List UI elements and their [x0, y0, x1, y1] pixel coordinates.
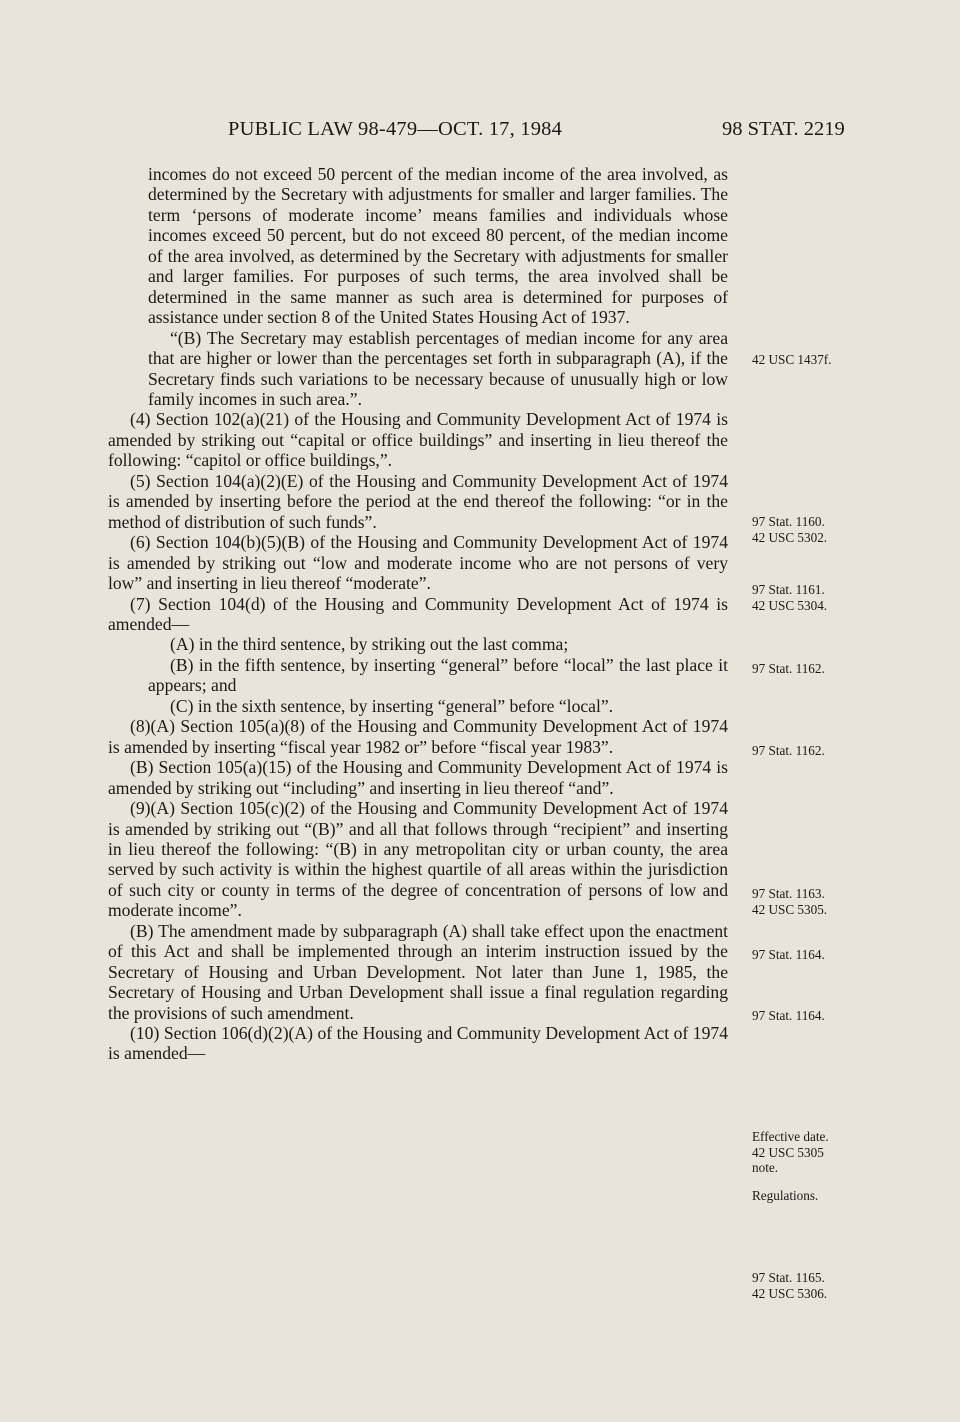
paragraph-5: (5) Section 104(a)(2)(E) of the Housing and Community Development Act of 1974 is amended by inserting before the period at the end thereof the following: “or in the method of distribution of such funds”. [108, 470, 728, 532]
paragraph-7-c: (C) in the sixth sentence, by inserting “general” before “local”. [170, 695, 614, 716]
margin-note [752, 661, 862, 677]
margin-note [752, 1008, 862, 1024]
margin-note-line: 97 Stat. 1162. [752, 661, 825, 676]
margin-note-line: 42 USC 1437f. [752, 352, 832, 367]
margin-note [752, 947, 862, 963]
margin-note [752, 1270, 862, 1301]
paragraph-4: (4) Section 102(a)(21) of the Housing and Community Development Act of 1974 is amended by striking out “capital or office buildings” and inserting in lieu thereof the following: “capitol or office buildings,”. [108, 409, 728, 471]
paragraph-7: (7) Section 104(d) of the Housing and Community Development Act of 1974 is amended— [108, 593, 728, 634]
paragraph-6: (6) Section 104(b)(5)(B) of the Housing and Community Development Act of 1974 is amended by striking out “low and moderate income who are not persons of very low” and inserting in lieu thereof “moderate”. [108, 532, 728, 594]
paragraph-8-a: (8)(A) Section 105(a)(8) of the Housing and Community Development Act of 1974 is amended by inserting “fiscal year 1982 or” before “fiscal year 1983”. [108, 716, 728, 757]
margin-note [752, 886, 862, 917]
margin-note-line: Effective date. [752, 1129, 829, 1144]
margin-note-line: 42 USC 5306. [752, 1285, 828, 1301]
margin-note-line: 42 USC 5304. [752, 597, 828, 613]
paragraph-10: (10) Section 106(d)(2)(A) of the Housing and Community Development Act of 1974 is amended— [108, 1023, 728, 1064]
header-title: PUBLIC LAW 98-479—OCT. 17, 1984 [228, 118, 563, 140]
paragraph-9-a: (9)(A) Section 105(c)(2) of the Housing and Community Development Act of 1974 is amended by striking out “(B)” and all that follows through “recipient” and inserting in lieu thereof the following: “(B) in any metropolitan city or urban county, the area served by such activity is within the highest quartile of all areas within the jurisdiction of such city or county in terms of the degree of concentration of persons of low and moderate income”. [108, 798, 728, 921]
margin-note [752, 352, 862, 368]
margin-note-line: 97 Stat. 1162. [752, 743, 825, 758]
margin-note-line: 97 Stat. 1163. [752, 886, 825, 901]
header-stat-page: 98 STAT. 2219 [722, 118, 845, 140]
margin-note [752, 743, 862, 759]
paragraph-continuation: incomes do not exceed 50 percent of the median income of the area involved, as determined by the Secretary with adjustments for smaller and larger families. The term ‘persons of moderate income’ means families and individuals whose incomes exceed 50 percent, but do not exceed 80 percent, of the median income of the area involved, as determined by the Secretary with adjustments for smaller and larger families. For purposes of such terms, the area involved shall be determined in the same manner as such area is determined for purposes of assistance under section 8 of the United States Housing Act of 1937. [148, 164, 728, 328]
margin-note [752, 1188, 862, 1204]
paragraph-7-a: (A) in the third sentence, by striking out the last comma; [170, 634, 569, 655]
paragraph-8-b: (B) Section 105(a)(15) of the Housing and Community Development Act of 1974 is amended by striking out “including” and inserting in lieu thereof “and”. [108, 757, 728, 798]
paragraph-subparagraph-b: “(B) The Secretary may establish percentages of median income for any area that are higher or lower than the percentages set forth in subparagraph (A), if the Secretary finds such variations to be necessary because of unusually high or low family incomes in such area.”. [148, 327, 728, 409]
margin-note-line: 97 Stat. 1165. [752, 1270, 825, 1285]
page-header [0, 118, 960, 144]
margin-note-line: 97 Stat. 1160. [752, 514, 825, 529]
margin-note-line: Regulations. [752, 1188, 819, 1203]
margin-note [752, 1129, 862, 1176]
margin-note-line: 42 USC 5302. [752, 529, 828, 545]
paragraph-7-b: (B) in the fifth sentence, by inserting “general” before “local” the last place it appears; and [148, 654, 728, 696]
body-text [108, 164, 728, 1064]
margin-note-line: 42 USC 5305. [752, 901, 828, 917]
margin-note-line: 42 USC 5305 [752, 1144, 824, 1160]
margin-note-line: 97 Stat. 1164. [752, 947, 825, 962]
margin-note [752, 582, 862, 613]
margin-note [752, 514, 862, 545]
margin-note-line: 97 Stat. 1161. [752, 582, 825, 597]
paragraph-9-b: (B) The amendment made by subparagraph (A) shall take effect upon the enactment of this Act and shall be implemented through an interim instruction issued by the Secretary of Housing and Urban Development. Not later than June 1, 1985, the Secretary of Housing and Urban Development shall issue a final regulation regarding the provisions of such amendment. [108, 920, 728, 1023]
margin-note-line: note. [752, 1160, 779, 1176]
margin-note-line: 97 Stat. 1164. [752, 1008, 825, 1023]
